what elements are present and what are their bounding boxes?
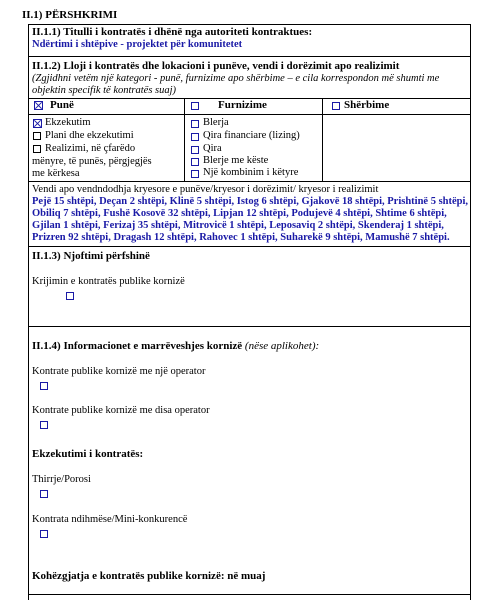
form-left-border [28,24,29,600]
s113-label: II.1.3) Njoftimi përfshinë [32,250,150,262]
category-pune-label: Punë [50,99,74,111]
location-line: Obiliq 7 shtëpi, Fushë Kosovë 32 shtëpi, Lipjan 12 shtëpi, Podujevë 4 shtëpi, Shtime 6 shtëpi, [32,208,447,219]
supply-option-label: Qira financiare (lizing) [203,130,300,141]
location-line: Pejë 15 shtëpi, Deçan 2 shtëpi, Klinë 5 shtëpi, Istog 6 shtëpi, Gjakovë 18 shtëpi, Prishtinë 5 shtëpi, [32,196,469,207]
supply-lizing-checkbox[interactable] [191,133,199,141]
s114-heading [32,340,319,352]
works-ekzekutim-checkbox[interactable] [33,119,42,128]
category-furnizime-label: Furnizime [218,99,267,111]
supply-option-label: Një kombinim i këtyre [203,167,299,178]
supply-option-label: Blerja [203,117,229,128]
divider [28,246,471,247]
category-furnizime-checkbox[interactable] [191,102,199,110]
divider [28,181,471,182]
s112-note-line1: (Zgjidhni vetëm një kategori - punë, furnizime apo shërbime – e cila korrespondon më shumti me [32,73,440,84]
supply-qira-checkbox[interactable] [191,146,199,154]
works-option-label: Realizimi, në çfarëdo [45,143,136,154]
s114-label: II.1.4) Informacionet e marrëveshjes kornizë [32,340,243,352]
divider [28,114,471,115]
supply-option-label: Blerje me këste [203,155,269,166]
s112-note-line2: objektin specifik të kontratës suaj) [32,85,177,96]
framework-creation-label: Krijimin e kontratës publike kornizë [32,276,185,287]
works-realizimi-checkbox[interactable] [33,145,41,153]
form-right-border [470,24,471,600]
supply-blerja-checkbox[interactable] [191,120,199,128]
works-option-label: Ekzekutim [45,117,91,128]
execution-label: Ekzekutimi i kontratës: [32,448,144,460]
divider [28,326,471,327]
exec-mini-competition-checkbox[interactable] [40,530,48,538]
category-sherbime-checkbox[interactable] [332,102,340,110]
s111-contract-title: Ndërtimi i shtëpive - projektet për komunitetet [32,39,243,50]
category-pune-checkbox[interactable] [34,101,43,110]
location-line: Prizren 92 shtëpi, Dragash 12 shtëpi, Rahovec 1 shtëpi, Suharekë 9 shtëpi, Mamushë 7 shtëpi. [32,232,450,243]
works-option-label: Plani dhe ekzekutimi [45,130,134,141]
s112-label: II.1.2) Lloji i kontratës dhe lokacioni i punëve, vendi i dorëzimit apo realizimit [32,60,400,72]
works-option-cont: me kërkesa [32,168,80,179]
divider [28,56,471,57]
location-label: Vendi apo vendndodhja kryesore e punëve/kryesor i dorëzimit/ kryesor i realizimit [32,184,379,195]
framework-creation-checkbox[interactable] [66,292,74,300]
supply-kombinim-checkbox[interactable] [191,170,199,178]
single-operator-label: Kontrate publike kornizë me një operator [32,366,206,377]
supply-option-label: Qira [203,143,222,154]
exec-mini-competition-label: Kontrata ndihmëse/Mini-konkurencë [32,514,188,525]
section-title: II.1) PËRSHKRIMI [22,9,118,21]
exec-order-checkbox[interactable] [40,490,48,498]
form-top-border [28,24,471,25]
divider [28,594,471,595]
multi-operator-label: Kontrate publike kornizë me disa operator [32,405,210,416]
category-sherbime-label: Shërbime [344,99,390,111]
exec-order-label: Thirrje/Porosi [32,474,91,485]
multi-operator-checkbox[interactable] [40,421,48,429]
single-operator-checkbox[interactable] [40,382,48,390]
column-divider [322,98,323,181]
duration-label: Kohëzgjatja e kontratës publike kornizë: në muaj [32,570,266,582]
supply-keste-checkbox[interactable] [191,158,199,166]
column-divider [184,98,185,181]
s111-label: II.1.1) Titulli i kontratës i dhënë nga autoriteti kontraktues: [32,26,313,38]
s114-label-note: (nëse aplikohet): [244,340,320,352]
works-option-cont: mënyre, të punës, përgjegjës [32,156,152,167]
works-plani-checkbox[interactable] [33,132,41,140]
location-line: Gjilan 1 shtëpi, Ferizaj 35 shtëpi, Mitrovicë 1 shtëpi, Leposaviq 2 shtëpi, Skenderaj 1 shtëpi, [32,220,444,231]
